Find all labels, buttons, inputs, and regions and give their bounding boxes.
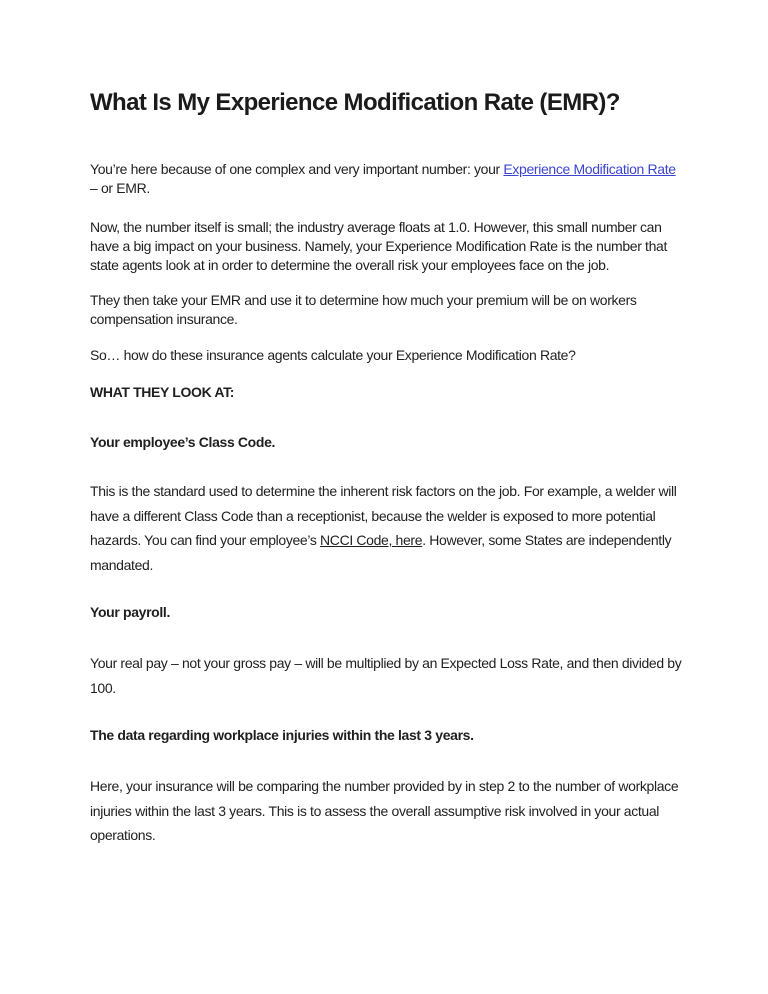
premium-paragraph: They then take your EMR and use it to determine how much your premium will be on workers compensation insurance.	[90, 292, 637, 327]
class-code-paragraph	[90, 479, 682, 577]
intro-paragraph-text-before: You’re here because of one complex and very important number: your	[90, 161, 504, 177]
document-content	[90, 88, 682, 848]
heading-payroll: Your payroll.	[90, 604, 170, 620]
how-calculate-paragraph: So… how do these insurance agents calculate your Experience Modification Rate?	[90, 347, 576, 363]
class-code-text-before: This is the standard used to determine the inherent risk factors on the job. For example, a welder will have a different Class Code than a receptionist, because the welder is exposed to more potential hazards. You can find your employee’s	[90, 483, 677, 548]
heading-injury-data: The data regarding workplace injuries within the last 3 years.	[90, 727, 474, 743]
industry-average-paragraph: Now, the number itself is small; the industry average floats at 1.0. However, this small number can have a big impact on your business. Namely, your Experience Modification Rate is the number that state agents look at in order to determine the overall risk your employees face on the job.	[90, 219, 668, 273]
intro-paragraph-text-after: – or EMR.	[90, 180, 150, 196]
experience-modification-rate-link[interactable]: Experience Modification Rate	[503, 161, 676, 177]
class-code-text-after: . However, some States are independently mandated.	[90, 532, 672, 573]
intro-paragraph	[90, 160, 682, 198]
page-title: What Is My Experience Modification Rate (EMR)?	[90, 89, 620, 116]
heading-what-they-look-at: WHAT THEY LOOK AT:	[90, 384, 235, 400]
heading-class-code: Your employee’s Class Code.	[90, 434, 276, 450]
payroll-paragraph: Your real pay – not your gross pay – will be multiplied by an Expected Loss Rate, and then divided by 100.	[90, 655, 682, 696]
injury-data-paragraph: Here, your insurance will be comparing the number provided by in step 2 to the number of workplace injuries within the last 3 years. This is to assess the overall assumptive risk involved in your actual operations.	[90, 778, 679, 843]
ncci-code-link[interactable]: NCCI Code, here	[320, 532, 423, 548]
